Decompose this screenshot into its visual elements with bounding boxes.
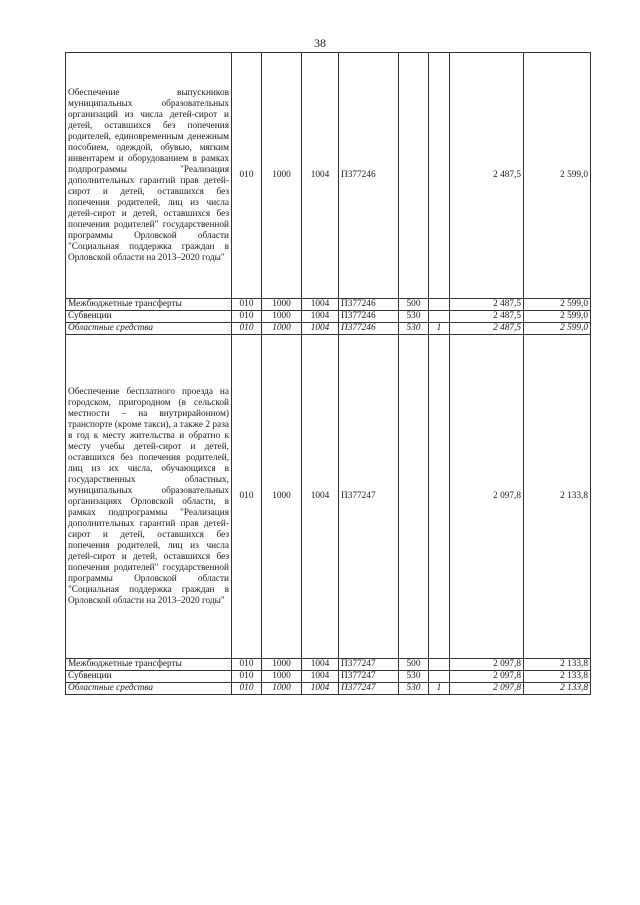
source-cell [429, 335, 450, 659]
row-description: Межбюджетные трансферты [66, 299, 232, 311]
section-cell: 1000 [262, 323, 302, 335]
row-description: Областные средства [66, 683, 232, 695]
expense-type-cell: 530 [399, 683, 429, 695]
source-cell [429, 311, 450, 323]
grbs-cell: 010 [232, 335, 262, 659]
source-cell [429, 299, 450, 311]
source-cell: 1 [429, 683, 450, 695]
section-cell: 1000 [262, 683, 302, 695]
sum-year-1-cell: 2 487,5 [450, 311, 524, 323]
table-row [66, 659, 591, 671]
subsection-cell: 1004 [302, 299, 339, 311]
expense-type-cell [399, 335, 429, 659]
sum-year-1-cell: 2 097,8 [450, 335, 524, 659]
source-cell [429, 659, 450, 671]
expense-type-cell: 530 [399, 323, 429, 335]
subsection-cell: 1004 [302, 323, 339, 335]
grbs-cell: 010 [232, 323, 262, 335]
grbs-cell: 010 [232, 683, 262, 695]
sum-year-2-cell: 2 133,8 [524, 671, 591, 683]
table-row [66, 671, 591, 683]
sum-year-2-cell: 2 599,0 [524, 299, 591, 311]
expense-type-cell: 530 [399, 671, 429, 683]
section-cell: 1000 [262, 299, 302, 311]
target-article-cell: П377246 [339, 311, 399, 323]
row-description: Субвенции [66, 671, 232, 683]
sum-year-2-cell: 2 599,0 [524, 53, 591, 299]
section-cell: 1000 [262, 659, 302, 671]
grbs-cell: 010 [232, 659, 262, 671]
section-cell: 1000 [262, 311, 302, 323]
section-cell: 1000 [262, 53, 302, 299]
sum-year-2-cell: 2 133,8 [524, 683, 591, 695]
grbs-cell: 010 [232, 671, 262, 683]
subsection-cell: 1004 [302, 683, 339, 695]
target-article-cell: П377246 [339, 323, 399, 335]
sum-year-1-cell: 2 487,5 [450, 53, 524, 299]
sum-year-2-cell: 2 599,0 [524, 311, 591, 323]
sum-year-2-cell: 2 133,8 [524, 335, 591, 659]
target-article-cell: П377246 [339, 53, 399, 299]
row-description: Обеспечение бесплатного проезда на городском, пригородном (в сельской местности – на внутрирайонном) транспорте (кроме такси), а также 2 раза в год к месту жительства и обратно к месту учебы детей-сирот и детей, оставшихся без попечения родителей, лиц из их числа, обучающихся в государственных областных, муниципальных образовательных организациях Орловской области, в рамках подпрограммы "Реализация дополнительных гарантий прав детей-сирот и детей, оставшихся без попечения родителей, лиц из числа детей-сирот и детей, оставшихся без попечения родителей" государственной программы Орловской области "Социальная поддержка граждан в Орловской области на 2013–2020 годы" [66, 335, 232, 659]
table-row [66, 53, 591, 299]
sum-year-1-cell: 2 097,8 [450, 683, 524, 695]
target-article-cell: П377247 [339, 671, 399, 683]
table-row [66, 683, 591, 695]
expense-type-cell: 500 [399, 659, 429, 671]
budget-table [65, 52, 591, 695]
source-cell [429, 53, 450, 299]
subsection-cell: 1004 [302, 311, 339, 323]
grbs-cell: 010 [232, 299, 262, 311]
target-article-cell: П377247 [339, 659, 399, 671]
subsection-cell: 1004 [302, 335, 339, 659]
expense-type-cell: 500 [399, 299, 429, 311]
section-cell: 1000 [262, 671, 302, 683]
table-row [66, 335, 591, 659]
grbs-cell: 010 [232, 311, 262, 323]
target-article-cell: П377247 [339, 335, 399, 659]
grbs-cell: 010 [232, 53, 262, 299]
sum-year-1-cell: 2 487,5 [450, 299, 524, 311]
target-article-cell: П377246 [339, 299, 399, 311]
row-description: Обеспечение выпускников муниципальных образовательных организаций из числа детей-сирот и детей, оставшихся без попечения родителей, единовременным денежным пособием, одеждой, обувью, мягким инвентарем и оборудованием в рамках подпрограммы "Реализация дополнительных гарантий прав детей-сирот и детей, оставшихся без попечения родителей, лиц из числа детей-сирот и детей, оставшихся без попечения родителей" государственной программы Орловской области "Социальная поддержка граждан в Орловской области на 2013–2020 годы" [66, 53, 232, 299]
table-row [66, 323, 591, 335]
subsection-cell: 1004 [302, 659, 339, 671]
sum-year-1-cell: 2 487,5 [450, 323, 524, 335]
row-description: Межбюджетные трансферты [66, 659, 232, 671]
table-row [66, 299, 591, 311]
source-cell: 1 [429, 323, 450, 335]
row-description: Областные средства [66, 323, 232, 335]
subsection-cell: 1004 [302, 671, 339, 683]
source-cell [429, 671, 450, 683]
sum-year-1-cell: 2 097,8 [450, 671, 524, 683]
row-description: Субвенции [66, 311, 232, 323]
sum-year-1-cell: 2 097,8 [450, 659, 524, 671]
page-number: 38 [314, 36, 326, 50]
sum-year-2-cell: 2 599,0 [524, 323, 591, 335]
table-row [66, 311, 591, 323]
target-article-cell: П377247 [339, 683, 399, 695]
expense-type-cell: 530 [399, 311, 429, 323]
expense-type-cell [399, 53, 429, 299]
subsection-cell: 1004 [302, 53, 339, 299]
section-cell: 1000 [262, 335, 302, 659]
sum-year-2-cell: 2 133,8 [524, 659, 591, 671]
